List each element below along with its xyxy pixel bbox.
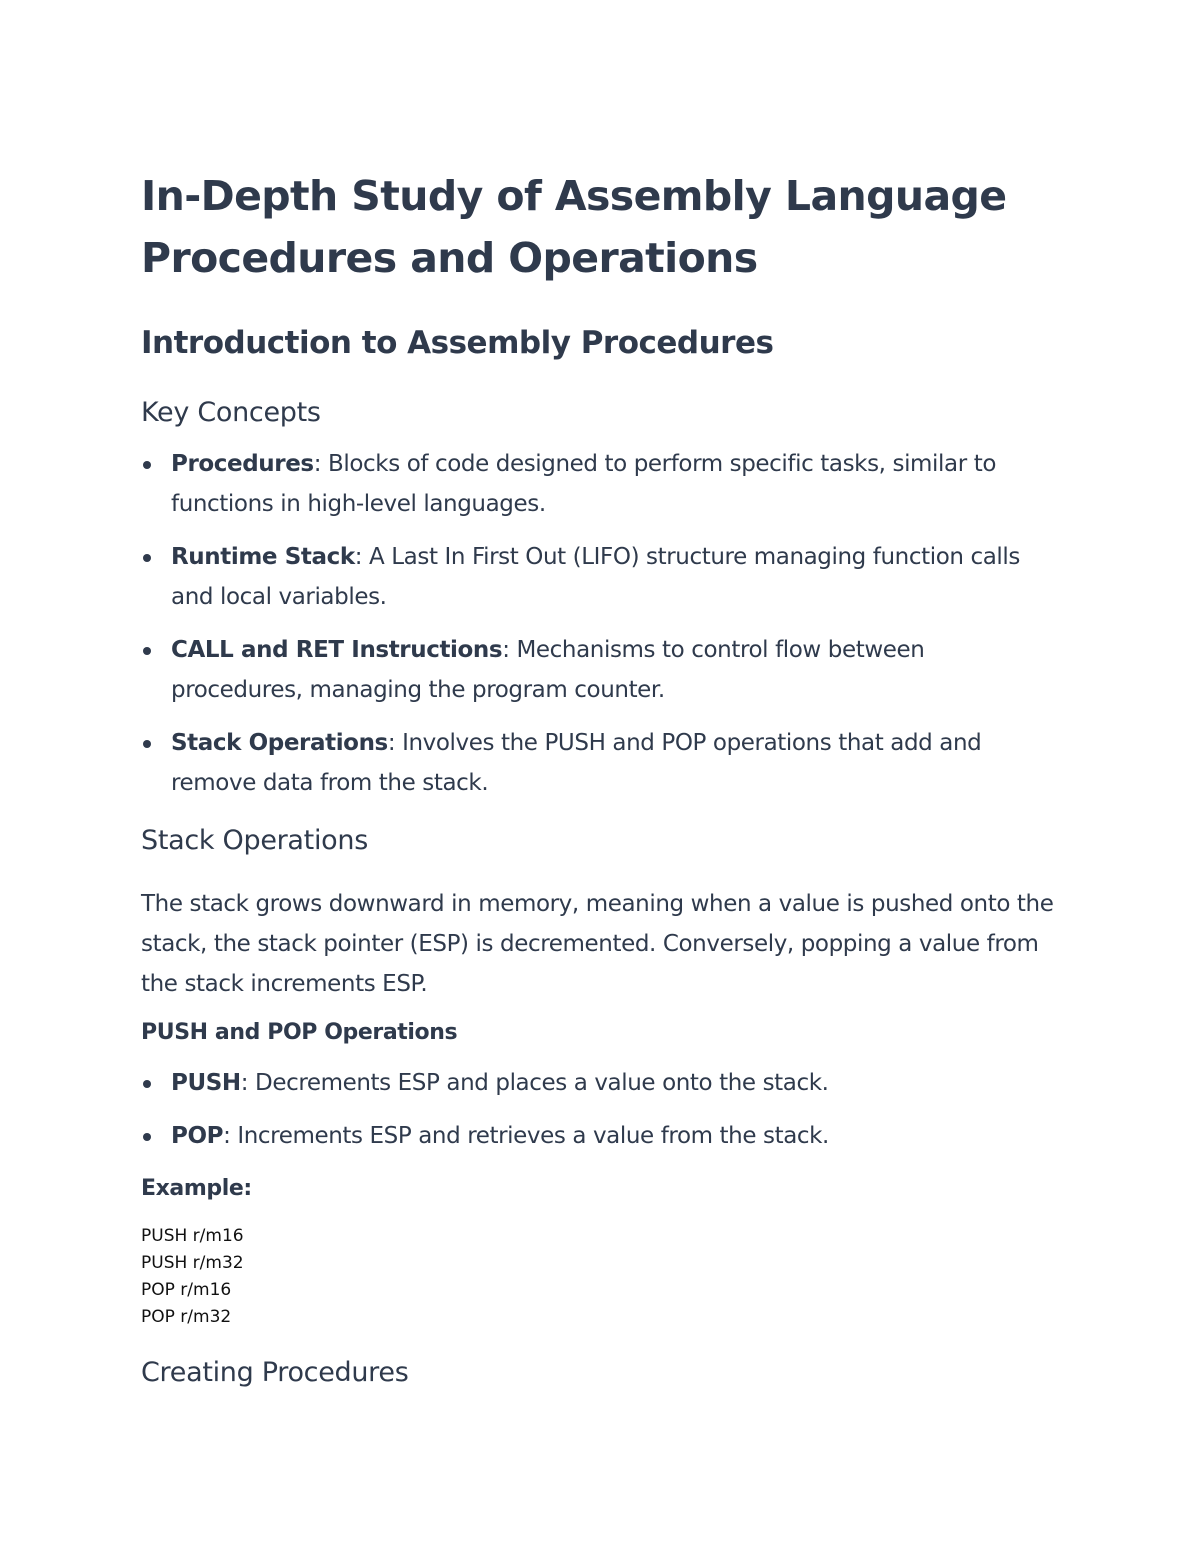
- code-line: POP r/m16: [141, 1280, 232, 1300]
- subheading-key-concepts: Key Concepts: [141, 397, 321, 428]
- list-item: [141, 1116, 1061, 1156]
- list-item: [141, 723, 1061, 803]
- list-item-text: Decrements ESP and places a value onto the stack.: [248, 1070, 829, 1096]
- list-item: [141, 537, 1061, 617]
- key-concepts-list: [141, 444, 1061, 803]
- list-item-sep: :: [502, 637, 510, 663]
- list-item-sep: :: [354, 544, 363, 570]
- list-item-term: Procedures: [171, 451, 314, 477]
- push-pop-list: [141, 1063, 1061, 1156]
- list-item: [141, 630, 1061, 710]
- list-item-sep: :: [387, 730, 396, 756]
- bullet-icon: [143, 1133, 151, 1141]
- subheading-creating-procedures: Creating Procedures: [141, 1357, 409, 1388]
- list-item-text: Involves the PUSH and POP operations that add and remove data from the stack.: [171, 730, 982, 796]
- bullet-icon: [143, 647, 151, 655]
- list-item: [141, 1063, 1061, 1103]
- list-item-term: POP: [171, 1123, 224, 1149]
- list-item-sep: :: [240, 1070, 249, 1096]
- list-item-text: Increments ESP and retrieves a value from the stack.: [230, 1123, 829, 1149]
- bullet-icon: [143, 461, 151, 469]
- bullet-icon: [143, 554, 151, 562]
- code-block: [141, 1223, 1061, 1331]
- example-label: Example:: [141, 1176, 252, 1201]
- list-item-sep: :: [223, 1123, 231, 1149]
- subheading-stack-operations: Stack Operations: [141, 825, 368, 856]
- list-item-sep: :: [313, 451, 322, 477]
- code-line: PUSH r/m16: [141, 1226, 244, 1246]
- list-item-term: Stack Operations: [171, 730, 388, 756]
- stack-operations-paragraph: The stack grows downward in memory, meaning when a value is pushed onto the stack, the stack pointer (ESP) is decremented. Conversely, popping a value from the stack increments ESP.: [141, 891, 1054, 997]
- bullet-icon: [143, 740, 151, 748]
- list-item: [141, 444, 1061, 524]
- code-line: PUSH r/m32: [141, 1253, 244, 1273]
- code-line: POP r/m32: [141, 1307, 232, 1327]
- document-title-line-1: In-Depth Study of Assembly Language: [141, 172, 1007, 220]
- section-heading-intro: Introduction to Assembly Procedures: [141, 325, 774, 361]
- list-item-term: PUSH: [171, 1070, 241, 1096]
- list-item-text: Blocks of code designed to perform specific tasks, similar to functions in high-level languages.: [171, 451, 996, 517]
- list-item-term: Runtime Stack: [171, 544, 355, 570]
- document-title-line-2: Procedures and Operations: [141, 234, 758, 282]
- document-title: [141, 165, 1061, 289]
- bullet-icon: [143, 1080, 151, 1088]
- list-item-term: CALL and RET Instructions: [171, 637, 503, 663]
- document-page: [141, 165, 1061, 1391]
- list-item-text: A Last In First Out (LIFO) structure managing function calls and local variables.: [171, 544, 1020, 610]
- subheading-push-pop: PUSH and POP Operations: [141, 1020, 458, 1045]
- list-item-text: Mechanisms to control flow between procedures, managing the program counter.: [171, 637, 925, 703]
